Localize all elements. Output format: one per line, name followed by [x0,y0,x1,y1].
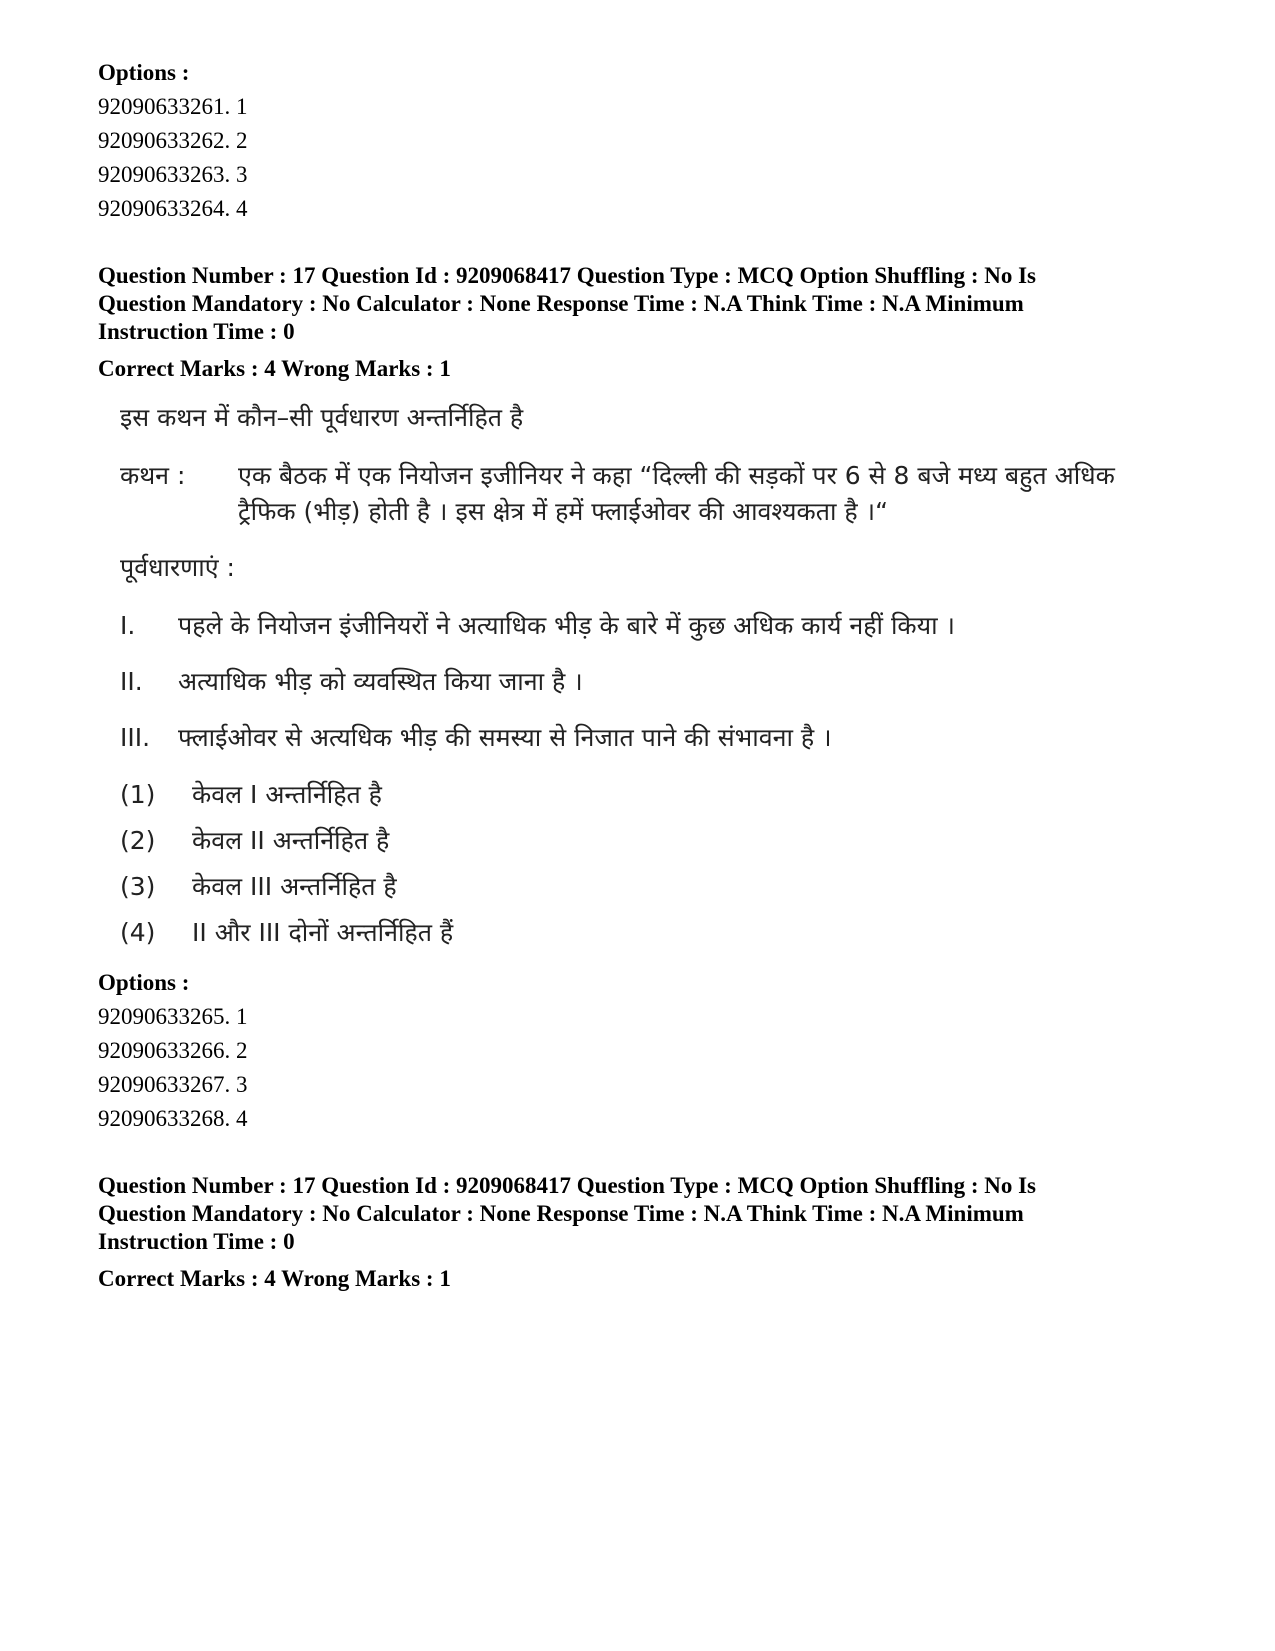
assumption-item [120,608,1140,644]
assumption-text: पहले के नियोजन इंजीनियरों ने अत्याधिक भीड़ के बारे में कुछ अधिक कार्य नहीं किया । [178,611,956,640]
choice-number: (4) [120,918,156,947]
option-item: 92090633261. 1 [98,94,248,119]
options-label: Options : [98,970,190,995]
choice-text: II और III दोनों अन्तर्निहित हैं [192,918,454,947]
assumption-item [120,664,1140,700]
statement-text: एक बैठक में एक नियोजन इजीनियर ने कहा “दिल्ली की सड़कों पर 6 से 8 बजे मध्य बहुत अधिक ट्रैफिक (भीड़) होती है । इस क्षेत्र में हमें फ्लाईओवर की आवश्यकता है ।“ [238,461,1115,526]
assumptions-label: पूर्वधारणाएं : [120,553,235,582]
question-meta-line: Question Number : 17 Question Id : 9209068417 Question Type : MCQ Option Shuffling : No Is [98,1173,1037,1198]
option-item: 92090633266. 2 [98,1038,248,1063]
question-marks: Correct Marks : 4 Wrong Marks : 1 [98,356,451,381]
answer-choice [120,776,1140,814]
option-item: 92090633267. 3 [98,1072,248,1097]
assumption-text: फ्लाईओवर से अत्यधिक भीड़ की समस्या से निजात पाने की संभावना है । [178,723,832,752]
statement [120,458,1140,530]
options-label: Options : [98,60,190,85]
question-meta-line: Question Number : 17 Question Id : 9209068417 Question Type : MCQ Option Shuffling : No Is [98,263,1037,288]
assumption-number: II. [120,667,143,696]
question-meta-line: Question Mandatory : No Calculator : None Response Time : N.A Think Time : N.A Minimum [98,291,1024,316]
option-item: 92090633265. 1 [98,1004,248,1029]
assumption-number: I. [120,611,136,640]
question-prompt: इस कथन में कौन–सी पूर्वधारण अन्तर्निहित है [120,403,524,432]
answer-choice [120,914,1140,952]
assumption-number: III. [120,723,151,752]
answer-choice [120,822,1140,860]
choice-number: (3) [120,872,156,901]
option-item: 92090633264. 4 [98,196,248,221]
document-page [98,56,1178,1296]
options-block-1 [98,56,1178,226]
question-meta-line: Question Mandatory : No Calculator : None Response Time : N.A Think Time : N.A Minimum [98,1201,1024,1226]
option-item: 92090633262. 2 [98,128,248,153]
choice-text: केवल III अन्तर्निहित है [192,872,397,901]
question-header [98,262,1178,386]
choice-text: केवल I अन्तर्निहित है [192,780,382,809]
statement-label: कथन : [120,461,186,490]
choice-text: केवल II अन्तर्निहित है [192,826,390,855]
choice-number: (1) [120,780,156,809]
option-item: 92090633268. 4 [98,1106,248,1131]
assumption-item [120,720,1140,756]
answer-choices [120,776,1140,952]
assumption-text: अत्याधिक भीड़ को व्यवस्थित किया जाना है । [178,667,583,696]
answer-choice [120,868,1140,906]
question-marks: Correct Marks : 4 Wrong Marks : 1 [98,1266,451,1291]
options-block-2 [98,966,1178,1136]
choice-number: (2) [120,826,156,855]
assumptions-list [120,608,1140,756]
question-header-2 [98,1172,1178,1296]
question-meta-line: Instruction Time : 0 [98,319,295,344]
question-body [120,400,1140,952]
option-item: 92090633263. 3 [98,162,248,187]
question-meta-line: Instruction Time : 0 [98,1229,295,1254]
